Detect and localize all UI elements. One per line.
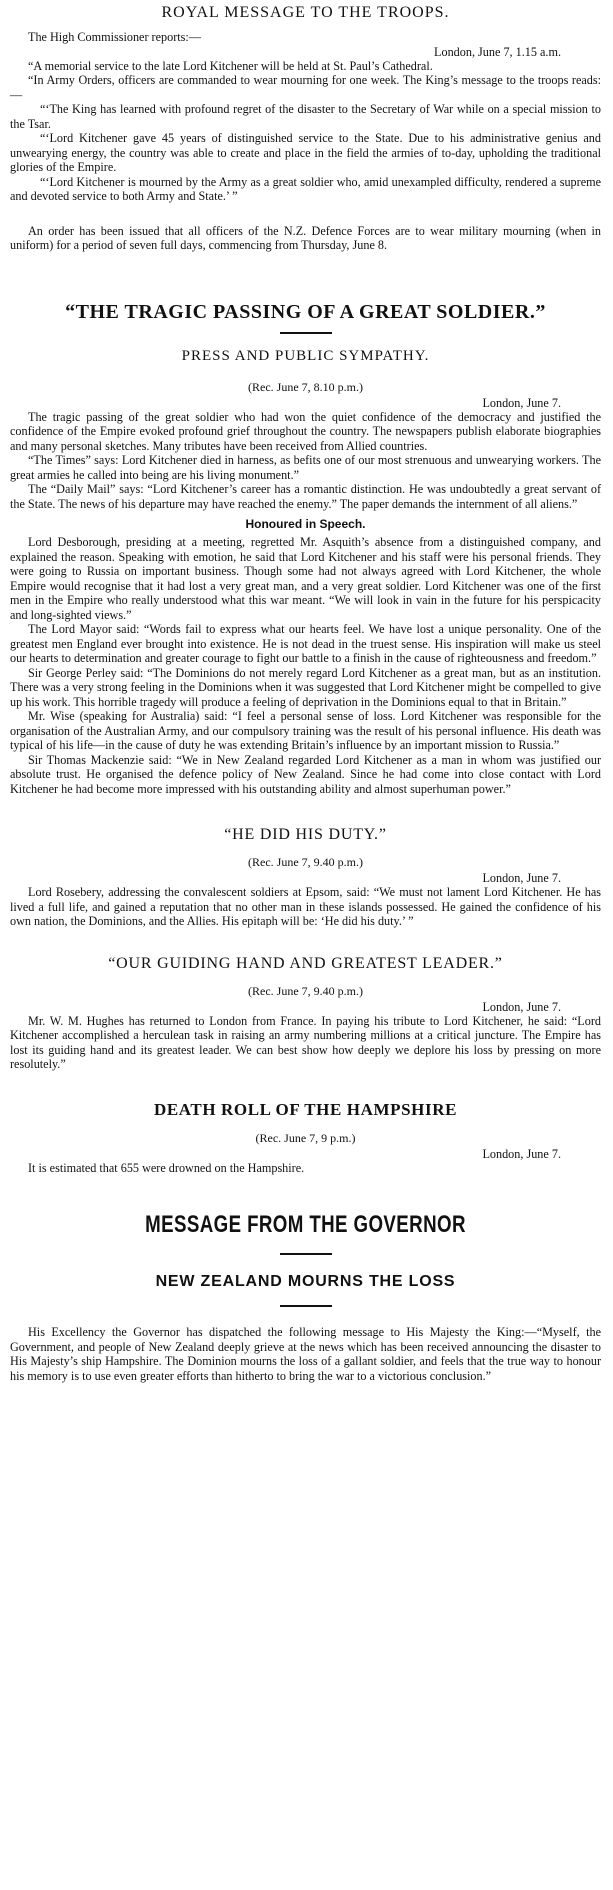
nz-mourns-subhead: NEW ZEALAND MOURNS THE LOSS (155, 1273, 456, 1290)
duty-dateline: London, June 7. (482, 871, 561, 885)
duty-rec-line: (Rec. June 7, 9.40 p.m.) (248, 855, 363, 869)
hampshire-headline: DEATH ROLL OF THE HAMPSHIRE (153, 1099, 458, 1119)
royal-paragraph: “A memorial service to the late Lord Kitchener will be held at St. Paul’s Cathedral. (28, 58, 433, 73)
guiding-rec-line: (Rec. June 7, 9.40 p.m.) (248, 983, 363, 998)
hampshire-dateline: London, June 7. (482, 1146, 561, 1161)
tragic-paragraph: The “Daily Mail” says: “Lord Kitchener’s career has a romantic distinction. He was undoubtedly a great servant of the State. The news of his departure may have reached the enemy.” The paper demands the internment of all aliens.” (10, 482, 601, 511)
divider-rule (280, 1253, 332, 1255)
divider-rule (280, 332, 332, 334)
royal-dateline: London, June 7, 1.15 a.m. (434, 44, 561, 59)
guiding-hand-headline: “OUR GUIDING HAND AND GREATEST LEADER.” (108, 954, 503, 972)
tragic-dateline: London, June 7. (482, 395, 561, 410)
guiding-paragraph: Mr. W. M. Hughes has returned to London from France. In paying his tribute to Lord Kitchener, he said: “Lord Kitchener accomplished a herculean task in raising an army numbering millions at a critical juncture. The Empire has lost its guiding hand and its greatest leader. We can best show how deeply we deplore his loss by pressing on more resolutely.” (10, 1013, 601, 1071)
defence-order: An order has been issued that all officers of the N.Z. Defence Forces are to wear military mourning (when in uniform) for a period of seven full days, commencing from Thursday, June 8. (10, 223, 601, 252)
tragic-passing-headline: “THE TRAGIC PASSING OF A GREAT SOLDIER.” (65, 300, 546, 323)
divider-rule (280, 1305, 332, 1307)
royal-intro: The High Commissioner reports:— (28, 30, 201, 44)
hampshire-paragraph: It is estimated that 655 were drowned on the Hampshire. (28, 1160, 305, 1175)
royal-paragraph: “‘The King has learned with profound regret of the disaster to the Secretary of War while on a special mission to the Tsar. (10, 102, 601, 131)
speech-paragraph: Sir Thomas Mackenzie said: “We in New Zealand regarded Lord Kitchener as a man in whom was justified our absolute trust. He organised the defence policy of New Zealand. Since he had come into close contact with Lord Kitchener he had become more impressed with his outstanding ability and almost superhuman power.” (10, 752, 601, 796)
speech-paragraph: Lord Desborough, presiding at a meeting, regretted Mr. Asquith’s absence from a distinguished company, and explained the reason. Speaking with emotion, he said that Lord Kitchener and his staff were his personal friends. They were going to Russia on important business. Though some had not always agreed with Lord Kitchener, the whole Empire would recognise that it had lost a very great man, and a very great soldier. Lord Kitchener was one of the first men in the Empire who really understood what this war meant. “We will look in vain in the future for his perspicacity and long-sighted views.” (10, 535, 601, 622)
press-sympathy-subhead: PRESS AND PUBLIC SYMPATHY. (181, 347, 430, 364)
governor-headline: MESSAGE FROM THE GOVERNOR (145, 1211, 466, 1238)
speech-paragraph: Mr. Wise (speaking for Australia) said: “I feel a personal sense of loss. Lord Kitchener was responsible for the organisation of the Australian Army, and our compulsory training was the result of his personal influence. His death was typical of his life—in the cause of duty he was extending Britain’s influence by an important mission to Russia.” (10, 709, 601, 752)
tragic-paragraph: “The Times” says: Lord Kitchener died in harness, as befits one of our most strenuous and unwearying workers. The great armies he called into being are his living monument.” (10, 453, 601, 482)
royal-paragraph: “In Army Orders, officers are commanded to wear mourning for one week. The King’s message to the troops reads:— (10, 73, 601, 102)
column (0, 4, 613, 1383)
duty-paragraph: Lord Rosebery, addressing the convalescent soldiers at Epsom, said: “We must not lament Lord Kitchener. He has lived a full life, and gained a reputation that no other man in these islands possessed. He gained the confidence of his own nation, the Dominions, and the Allies. His epitaph will be: ‘He did his duty.’ ” (10, 885, 601, 928)
did-his-duty-headline: “HE DID HIS DUTY.” (224, 826, 387, 843)
speech-paragraph: Sir George Perley said: “The Dominions do not merely regard Lord Kitchener as a great man, but as an institution. There was a very strong feeling in the Dominions when it was suggested that Lord Kitchener might be compelled to give up his work. This horrible tragedy will produce a feeling of deprivation in the Dominions equal to that in Britain.” (10, 665, 601, 709)
tragic-paragraph: The tragic passing of the great soldier who had won the quiet confidence of the democracy and justified the confidence of the Empire evoked profound grief throughout the country. The newspapers publish elaborate biographies and many personal sketches. Many tributes have been received from Allied countries. (10, 409, 601, 453)
royal-paragraph: “‘Lord Kitchener is mourned by the Army as a great soldier who, amid unexampled difficulty, rendered a supreme and devoted service to both Army and State.’ ” (10, 174, 601, 203)
speech-paragraph: The Lord Mayor said: “Words fail to express what our hearts feel. We have lost a unique personality. One of the greatest men England ever brought into existence. He is not dead in the truest sense. His inspiration will make us steel our hearts to determination and greater courage to fight our battle to a finish in the cause of righteousness and freedom.” (10, 622, 601, 665)
honoured-speech-subhead: Honoured in Speech. (245, 517, 366, 531)
royal-paragraph: “‘Lord Kitchener gave 45 years of distinguished service to the State. Due to his administrative genius and unwearying energy, the country was able to create and place in the field the armies of to-day, upholding the traditional glories of the Empire. (10, 131, 601, 174)
governor-paragraph: His Excellency the Governor has dispatched the following message to His Majesty the King:—“Myself, the Government, and people of New Zealand deeply grieve at the news which has been received announcing the disaster to His Majesty’s ship Hampshire. The Dominion mourns the loss of a gallant soldier, and feels that the true way to honour his memory is to use even greater efforts than hitherto to bring the war to a victorious conclusion.” (10, 1325, 601, 1383)
hampshire-rec-line: (Rec. June 7, 9 p.m.) (255, 1130, 356, 1145)
royal-message-headline: ROYAL MESSAGE TO THE TROOPS. (161, 4, 450, 21)
guiding-dateline: London, June 7. (482, 999, 561, 1014)
tragic-rec-line: (Rec. June 7, 8.10 p.m.) (248, 379, 363, 394)
